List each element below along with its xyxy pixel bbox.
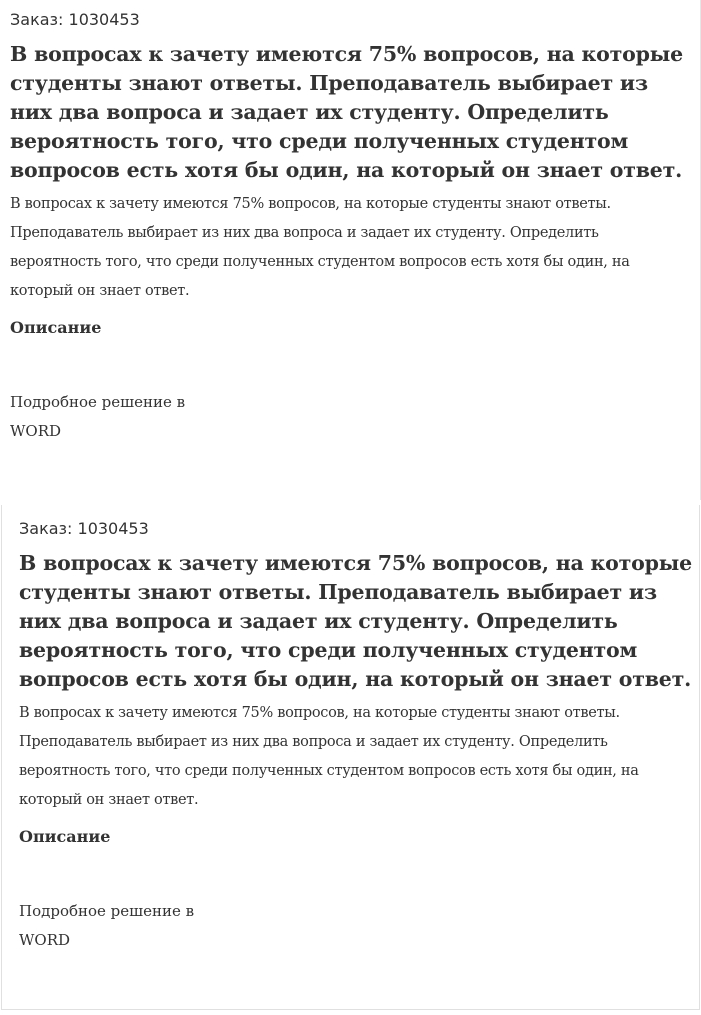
product-block [1, 505, 700, 1010]
solution-note: Подробное решение в WORD [19, 902, 195, 949]
order-number: Заказ: 1030453 [10, 10, 140, 29]
product-title: В вопросах к зачету имеются 75% вопросов, на которые студенты знают ответы. Преподаватель выбирает из них два вопроса и задает их студенту. Определить вероятность того, что среди полученных студентом вопросов есть хотя бы один, на который он знает ответ. [10, 42, 683, 182]
description-heading: Описание [19, 827, 111, 846]
product-description-text: В вопросах к зачету имеются 75% вопросов, на которые студенты знают ответы. Преподаватель выбирает из них два вопроса и задает их студенту. Определить вероятность того, что среди полученных студентом вопросов есть хотя бы один, на который он знает ответ. [19, 705, 639, 808]
product-title: В вопросах к зачету имеются 75% вопросов, на которые студенты знают ответы. Преподаватель выбирает из них два вопроса и задает их студенту. Определить вероятность того, что среди полученных студентом вопросов есть хотя бы один, на который он знает ответ. [19, 551, 692, 691]
product-block [0, 0, 701, 500]
product-description-text: В вопросах к зачету имеются 75% вопросов, на которые студенты знают ответы. Преподаватель выбирает из них два вопроса и задает их студенту. Определить вероятность того, что среди полученных студентом вопросов есть хотя бы один, на который он знает ответ. [10, 196, 630, 299]
solution-note: Подробное решение в WORD [10, 393, 186, 440]
order-number: Заказ: 1030453 [19, 519, 149, 538]
description-heading: Описание [10, 318, 102, 337]
